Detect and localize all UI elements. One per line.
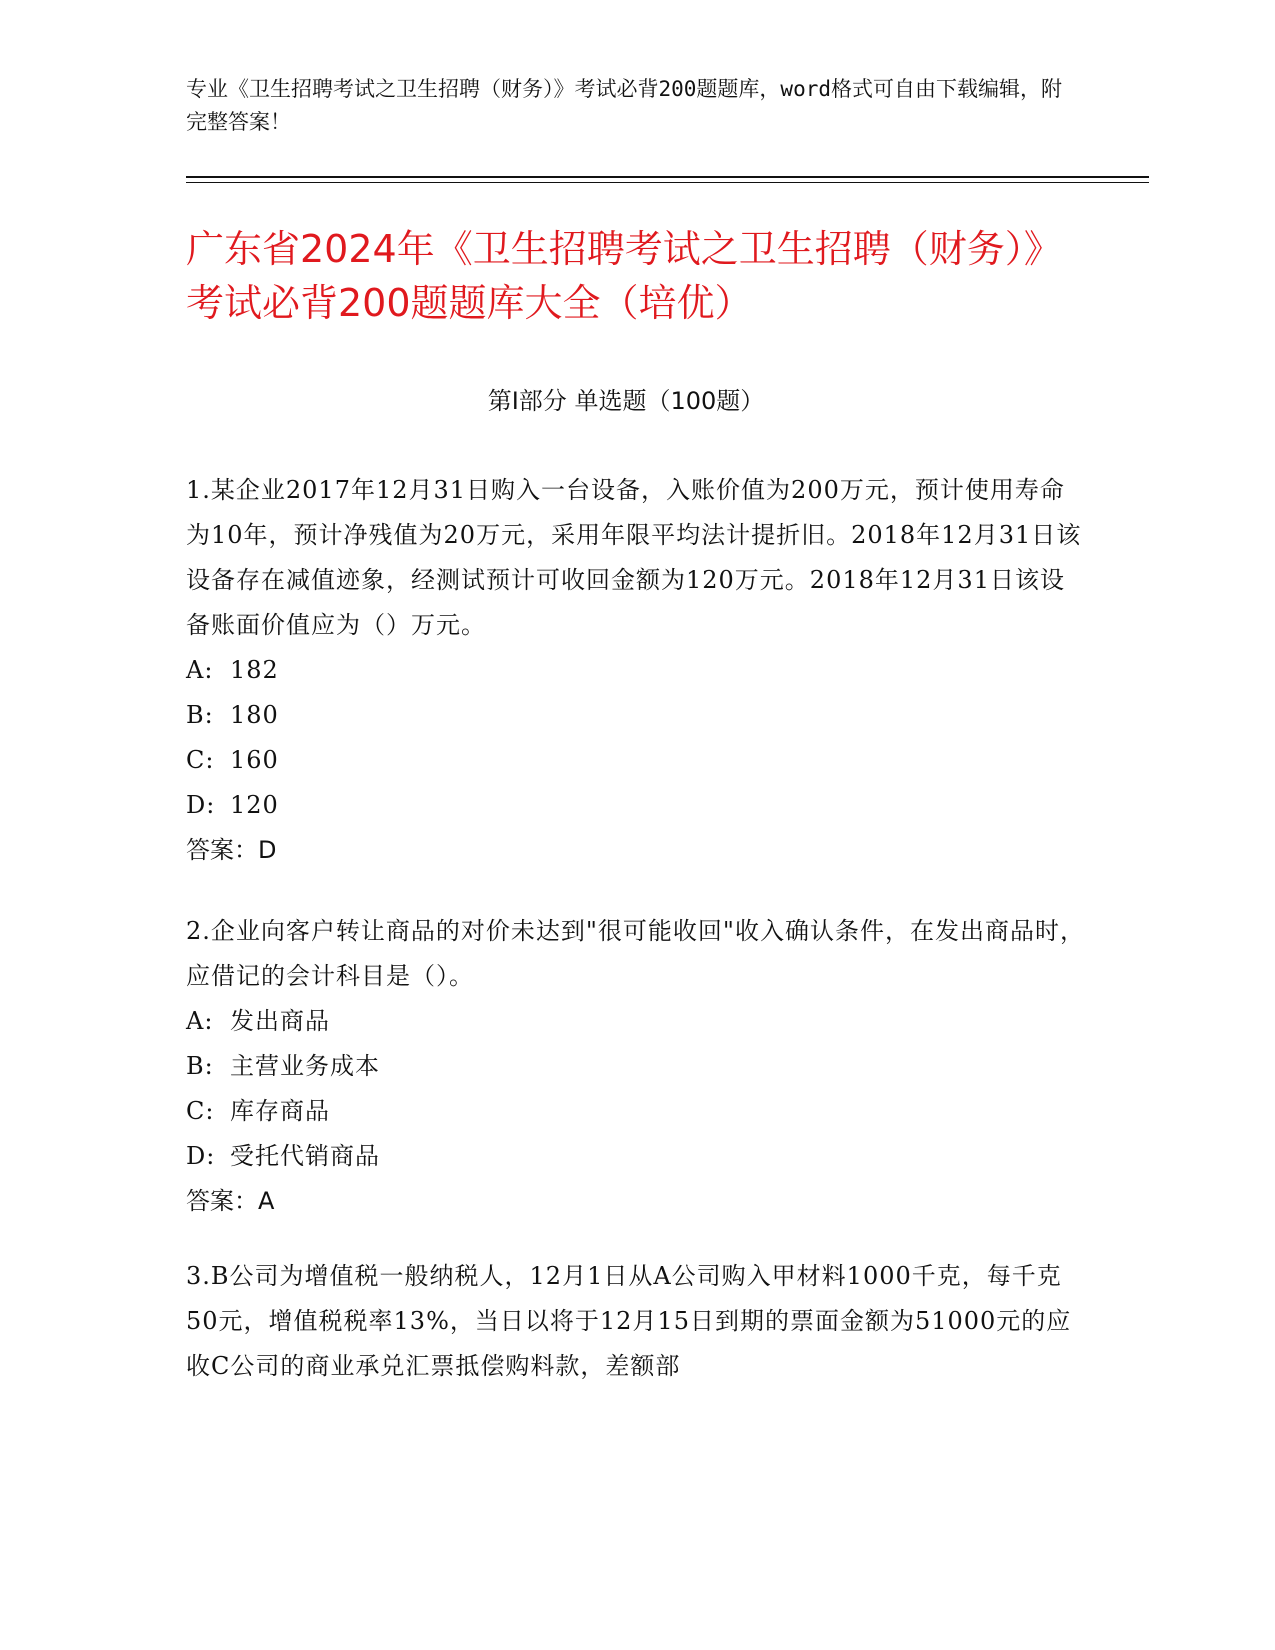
option-a bbox=[186, 999, 1086, 1044]
option-d bbox=[186, 1134, 1086, 1179]
option-text: 182 bbox=[230, 656, 279, 684]
header-rule-thin bbox=[186, 182, 1149, 183]
section-title: 第I部分 单选题（100题） bbox=[487, 387, 765, 415]
option-text: 库存商品 bbox=[230, 1097, 330, 1125]
header-rule-thick bbox=[186, 176, 1149, 178]
option-text: 发出商品 bbox=[230, 1007, 330, 1035]
document-page bbox=[186, 0, 1149, 1650]
option-text: 120 bbox=[230, 791, 279, 819]
header-note: 专业《卫生招聘考试之卫生招聘（财务）》考试必背200题题库，word格式可自由下载编辑，附完整答案！ bbox=[186, 77, 1062, 134]
option-text: 受托代销商品 bbox=[230, 1142, 380, 1170]
option-letter: D: bbox=[186, 791, 216, 819]
option-text: 180 bbox=[230, 701, 279, 729]
option-d bbox=[186, 783, 1086, 828]
question-1 bbox=[186, 468, 1086, 873]
question-answer: 答案：A bbox=[186, 1187, 275, 1215]
question-stem: 3.B公司为增值税一般纳税人，12月1日从A公司购入甲材料1000千克，每千克50元，增值税税率13%，当日以将于12月15日到期的票面金额为51000元的应收C公司的商业承兑汇票抵偿购料款，差额部 bbox=[186, 1262, 1072, 1380]
option-letter: B: bbox=[186, 701, 214, 729]
option-b bbox=[186, 693, 1086, 738]
option-letter: A: bbox=[186, 656, 214, 684]
document-title: 广东省2024年《卫生招聘考试之卫生招聘（财务）》考试必背200题题库大全（培优） bbox=[186, 227, 1062, 325]
option-letter: D: bbox=[186, 1142, 216, 1170]
option-text: 主营业务成本 bbox=[230, 1052, 380, 1080]
option-letter: B: bbox=[186, 1052, 214, 1080]
option-c bbox=[186, 738, 1086, 783]
option-text: 160 bbox=[230, 746, 279, 774]
question-2 bbox=[186, 909, 1086, 1224]
option-letter: C: bbox=[186, 1097, 215, 1125]
option-c bbox=[186, 1089, 1086, 1134]
option-letter: C: bbox=[186, 746, 215, 774]
question-answer: 答案：D bbox=[186, 836, 277, 864]
question-3 bbox=[186, 1254, 1086, 1389]
option-letter: A: bbox=[186, 1007, 214, 1035]
question-stem: 1.某企业2017年12月31日购入一台设备，入账价值为200万元，预计使用寿命为10年，预计净残值为20万元，采用年限平均法计提折旧。2018年12月31日该设备存在减值迹象，经测试预计可收回金额为120万元。2018年12月31日该设备账面价值应为（）万元。 bbox=[186, 476, 1082, 639]
option-a bbox=[186, 648, 1086, 693]
option-b bbox=[186, 1044, 1086, 1089]
question-stem: 2.企业向客户转让商品的对价未达到"很可能收回"收入确认条件，在发出商品时，应借记的会计科目是（）。 bbox=[186, 917, 1085, 990]
